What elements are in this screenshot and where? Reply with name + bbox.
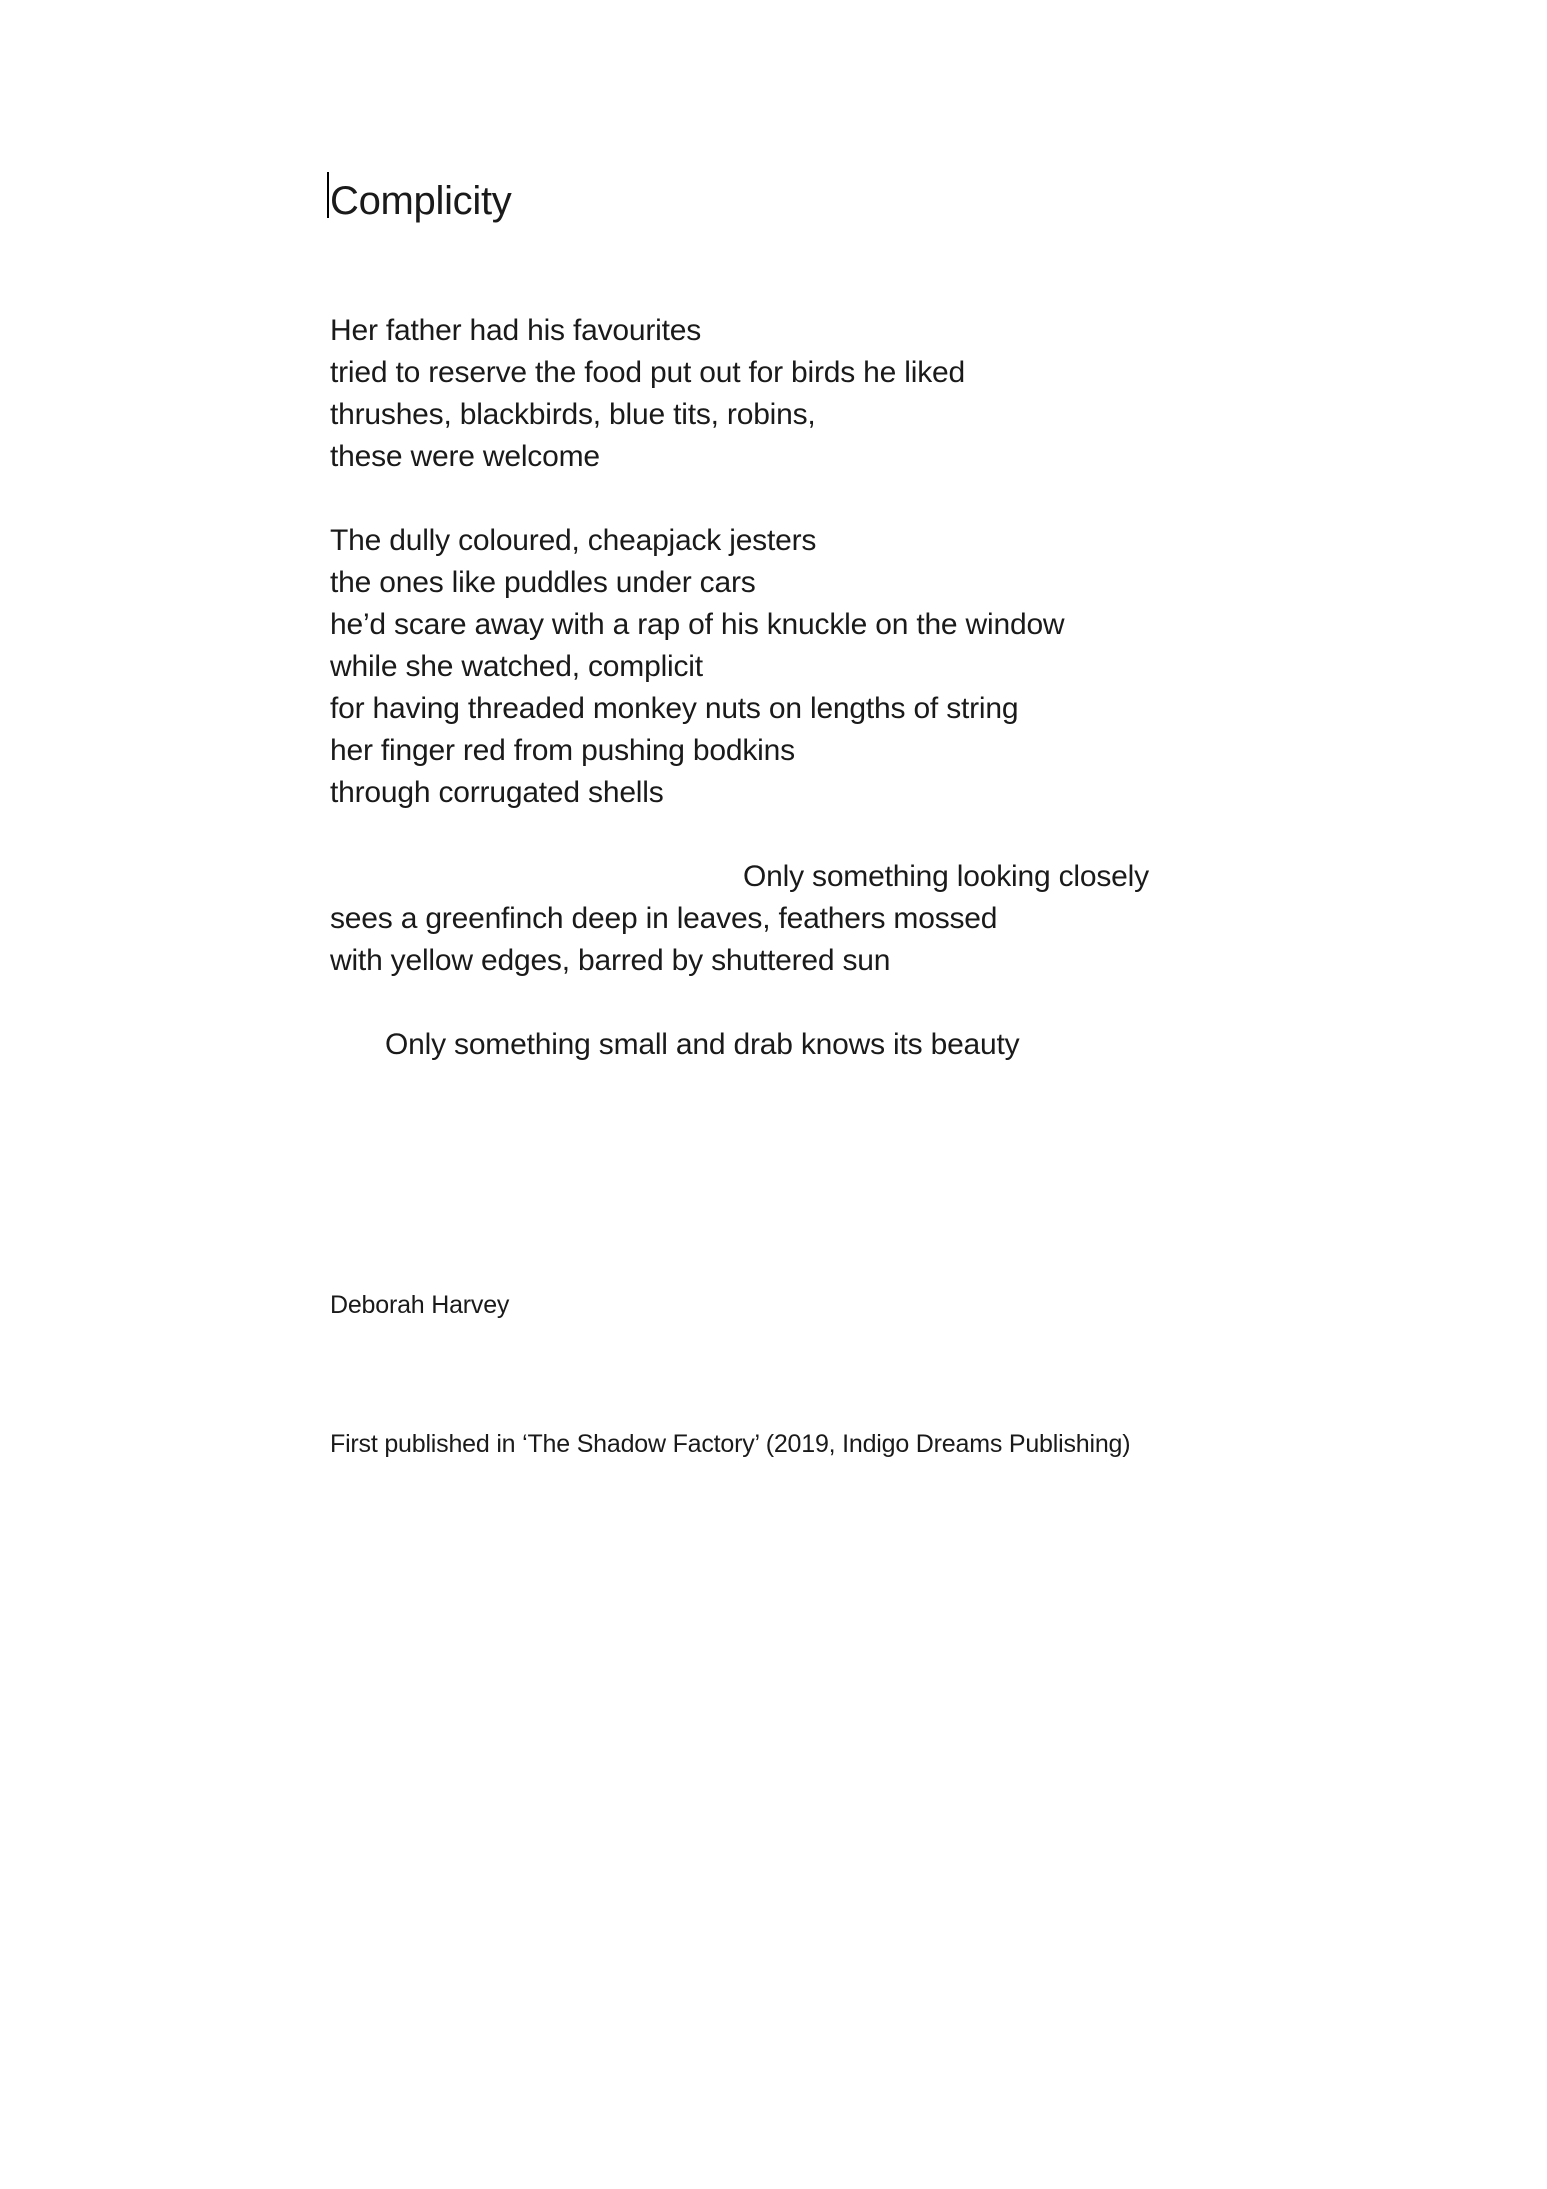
text-cursor [327,172,329,218]
poem-line: Her father had his favourites [330,314,702,347]
poem-line: these were welcome [330,440,600,473]
poem-line: thrushes, blackbirds, blue tits, robins, [330,398,816,431]
poem-line: tried to reserve the food put out for birds he liked [330,356,965,389]
stanza-3 [330,856,1149,982]
stanza-1 [330,310,1149,478]
poem-line: sees a greenfinch deep in leaves, feathers mossed [330,902,998,935]
author-name: Deborah Harvey [330,1291,510,1319]
poem-line: he’d scare away with a rap of his knuckle on the window [330,608,1065,641]
poem-line: for having threaded monkey nuts on lengths of string [330,692,1019,725]
poem-line: Only something looking closely [743,860,1149,893]
publication-credit: First published in ‘The Shadow Factory’ (2019, Indigo Dreams Publishing) [330,1430,1131,1458]
poem-line: with yellow edges, barred by shuttered sun [330,944,891,977]
poem-line: while she watched, complicit [330,650,703,683]
stanza-2 [330,520,1149,814]
poem-line: her finger red from pushing bodkins [330,734,795,767]
poem-body [330,310,1149,1066]
poem-line: through corrugated shells [330,776,664,809]
poem-line: the ones like puddles under cars [330,566,756,599]
poem-title: Complicity [330,179,512,223]
poem-line: The dully coloured, cheapjack jesters [330,524,817,557]
stanza-4 [330,1024,1149,1066]
poem-line: Only something small and drab knows its beauty [385,1028,1020,1061]
